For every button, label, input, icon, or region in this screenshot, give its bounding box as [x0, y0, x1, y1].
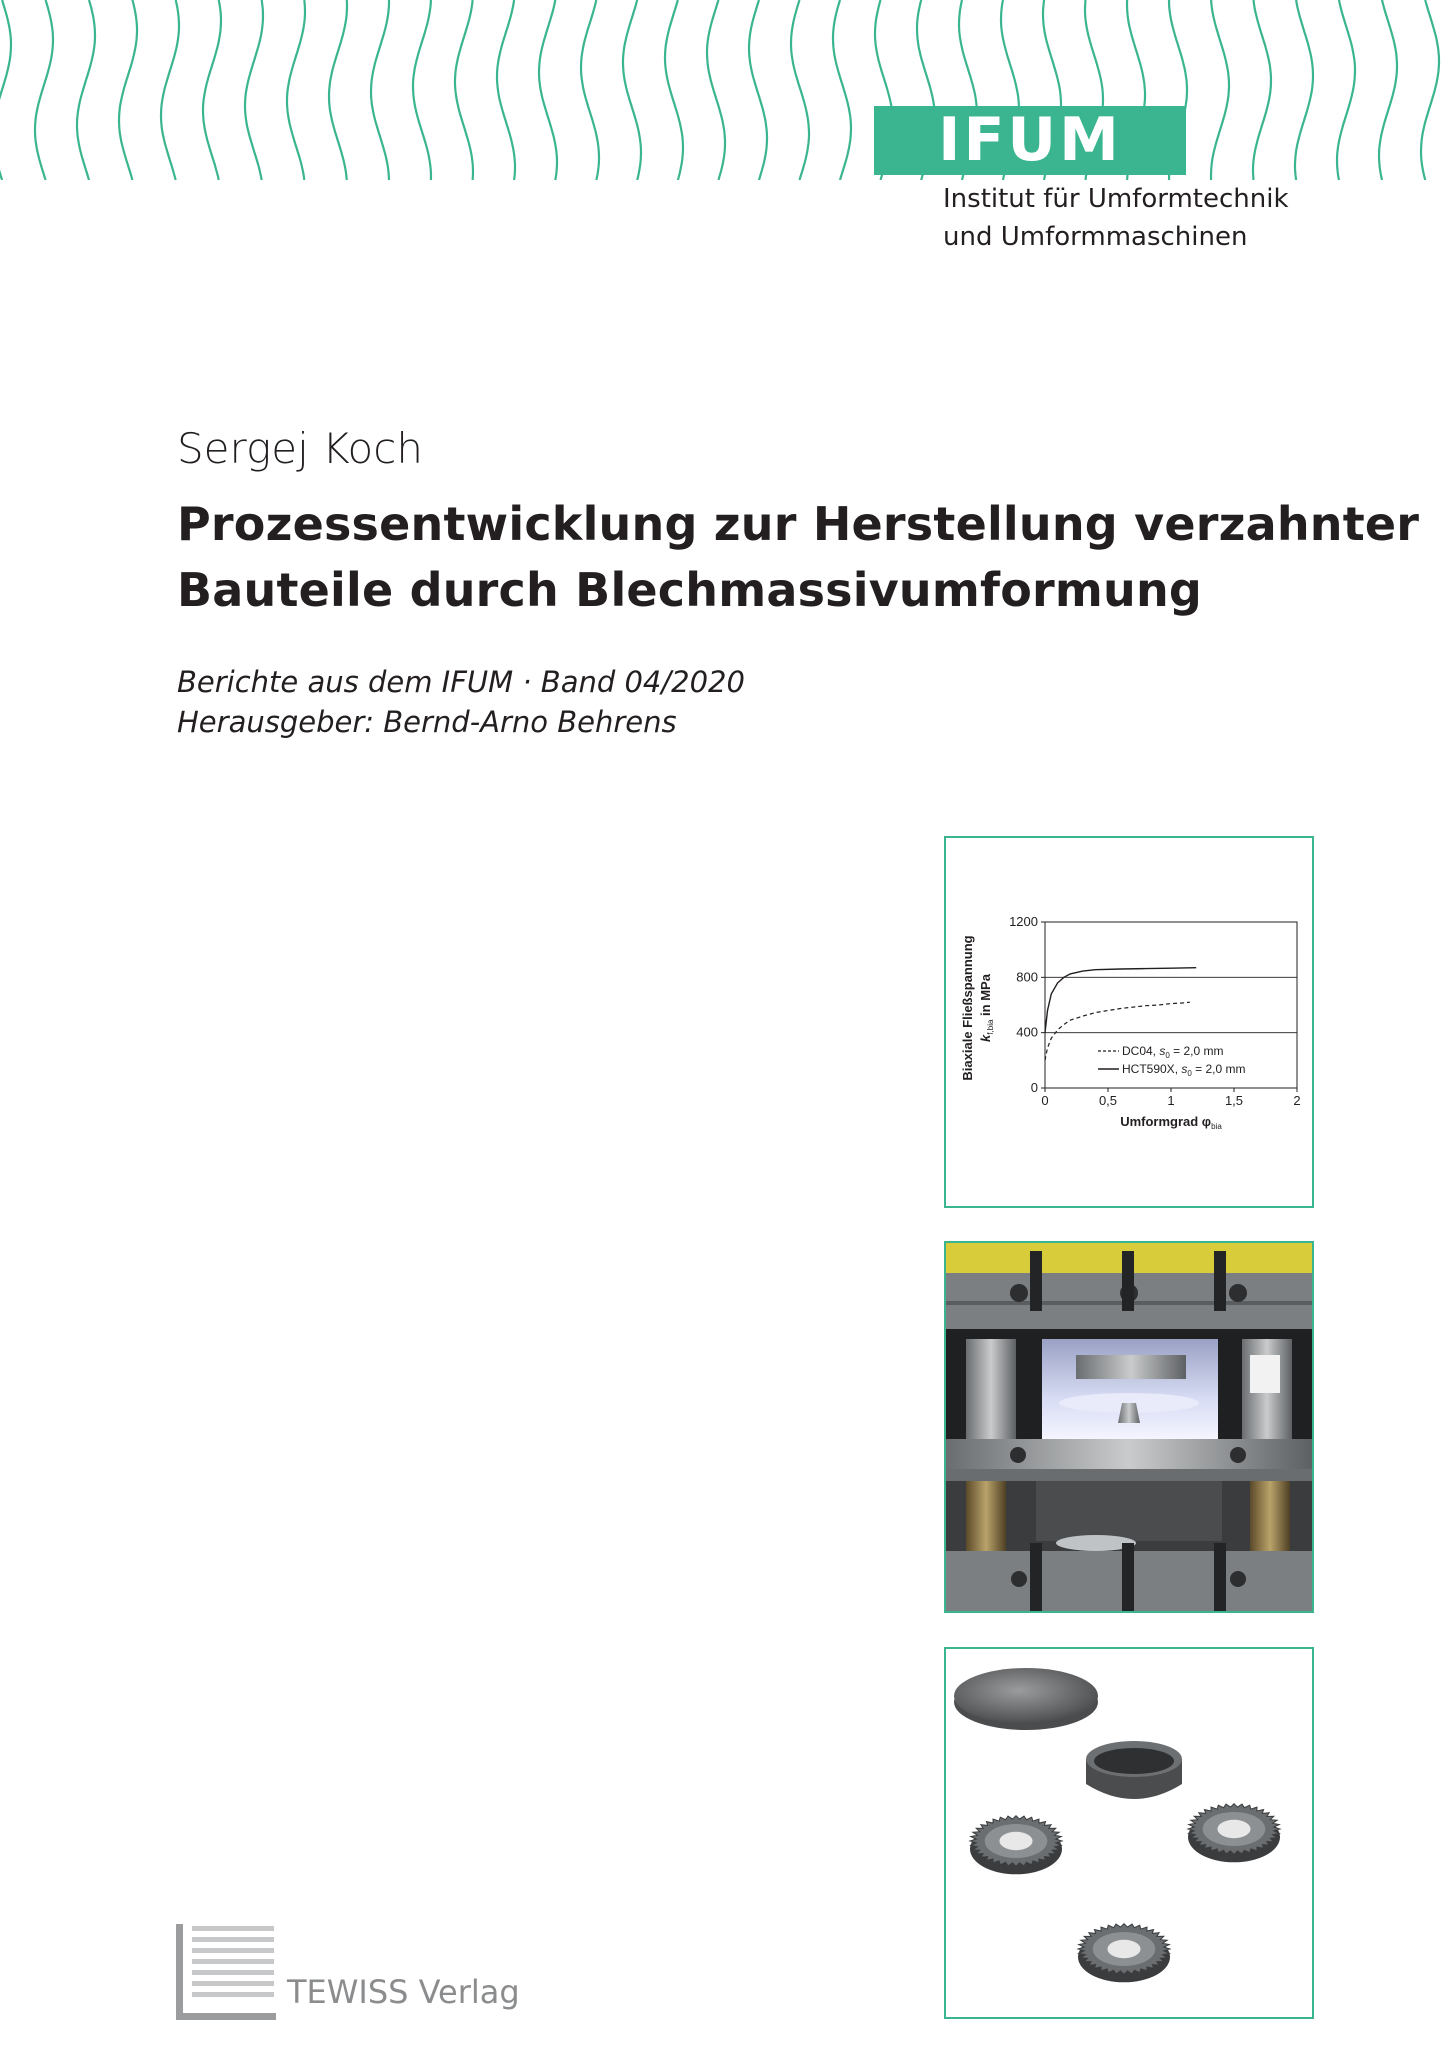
publisher-name: TEWISS Verlag — [287, 1973, 520, 2011]
institute-name-line1: Institut für Umformtechnik — [943, 184, 1289, 214]
wave-line — [329, 0, 347, 180]
y-tick-label: 1200 — [1009, 914, 1038, 929]
wave-line — [707, 0, 725, 180]
wave-line — [1211, 0, 1229, 180]
x-tick-label: 1,5 — [1224, 1093, 1244, 1108]
gear-part-0 — [970, 1816, 1062, 1875]
wave-line — [833, 0, 851, 180]
tewiss-logo — [176, 1924, 276, 2020]
wave-line — [245, 0, 263, 180]
y-tick-label: 0 — [1030, 1080, 1038, 1095]
series-info: Berichte aus dem IFUM · Band 04/2020 — [177, 665, 745, 699]
wave-line — [539, 0, 557, 180]
forming-press-photo — [946, 1243, 1312, 1611]
editor-info: Herausgeber: Bernd-Arno Behrens — [177, 705, 677, 739]
wave-line — [0, 0, 11, 180]
wave-line — [749, 0, 767, 180]
process-stages-parts-panel — [944, 1647, 1314, 2019]
blank-disc — [954, 1668, 1098, 1730]
wave-line — [1379, 0, 1397, 180]
wave-line — [77, 0, 95, 180]
gear-part-1 — [1188, 1804, 1280, 1863]
book-title-line2: Bauteile durch Blechmassivumformung — [177, 563, 1203, 617]
wave-line — [203, 0, 221, 180]
wave-line — [1295, 0, 1313, 180]
author-name: Sergej Koch — [177, 424, 423, 473]
wave-line — [287, 0, 305, 180]
wave-line — [119, 0, 137, 180]
wave-line — [665, 0, 683, 180]
x-tick-label: 2 — [1293, 1093, 1301, 1108]
x-axis-label: Umformgrad $\varphi_{bia}$ — [1120, 1114, 1222, 1131]
wave-line — [161, 0, 179, 180]
flow-stress-chart — [946, 838, 1312, 1206]
y-tick-label: 400 — [1016, 1024, 1038, 1040]
wave-line — [371, 0, 389, 180]
flow-stress-chart-panel — [944, 836, 1314, 1208]
wave-pattern — [0, 0, 1445, 180]
ifum-logo: IFUM — [874, 106, 1186, 175]
gear-part-2 — [1078, 1924, 1170, 1983]
wave-line — [35, 0, 53, 180]
wave-line — [581, 0, 599, 180]
wave-line — [1253, 0, 1271, 180]
cup-part — [1086, 1741, 1182, 1799]
forming-press-photo-panel — [944, 1241, 1314, 1613]
x-tick-label: 0 — [1041, 1093, 1049, 1108]
x-tick-label: 1 — [1167, 1093, 1175, 1108]
wave-line — [791, 0, 809, 180]
legend-label-hct590x: HCT590X, $s_0 = 2,0$ mm — [1122, 1062, 1246, 1078]
wave-line — [623, 0, 641, 180]
institute-name-line2: und Umformmaschinen — [943, 222, 1248, 252]
wave-line — [1421, 0, 1439, 180]
x-tick-label: 0,5 — [1098, 1093, 1118, 1108]
y-axis-label-line2: $k_{f,bia}$ in MPa — [978, 974, 995, 1042]
book-title-line1: Prozessentwicklung zur Herstellung verzahnter — [177, 497, 1420, 551]
y-axis-label-line1: Biaxiale Fließspannung — [960, 935, 975, 1081]
legend-label-dc04: DC04, $s_0 = 2,0$ mm — [1122, 1044, 1224, 1060]
wave-line — [413, 0, 431, 180]
y-tick-label: 800 — [1016, 969, 1038, 985]
wave-line — [455, 0, 473, 180]
wave-line — [497, 0, 515, 180]
process-stages-parts — [946, 1649, 1312, 2017]
wave-line — [1337, 0, 1355, 180]
